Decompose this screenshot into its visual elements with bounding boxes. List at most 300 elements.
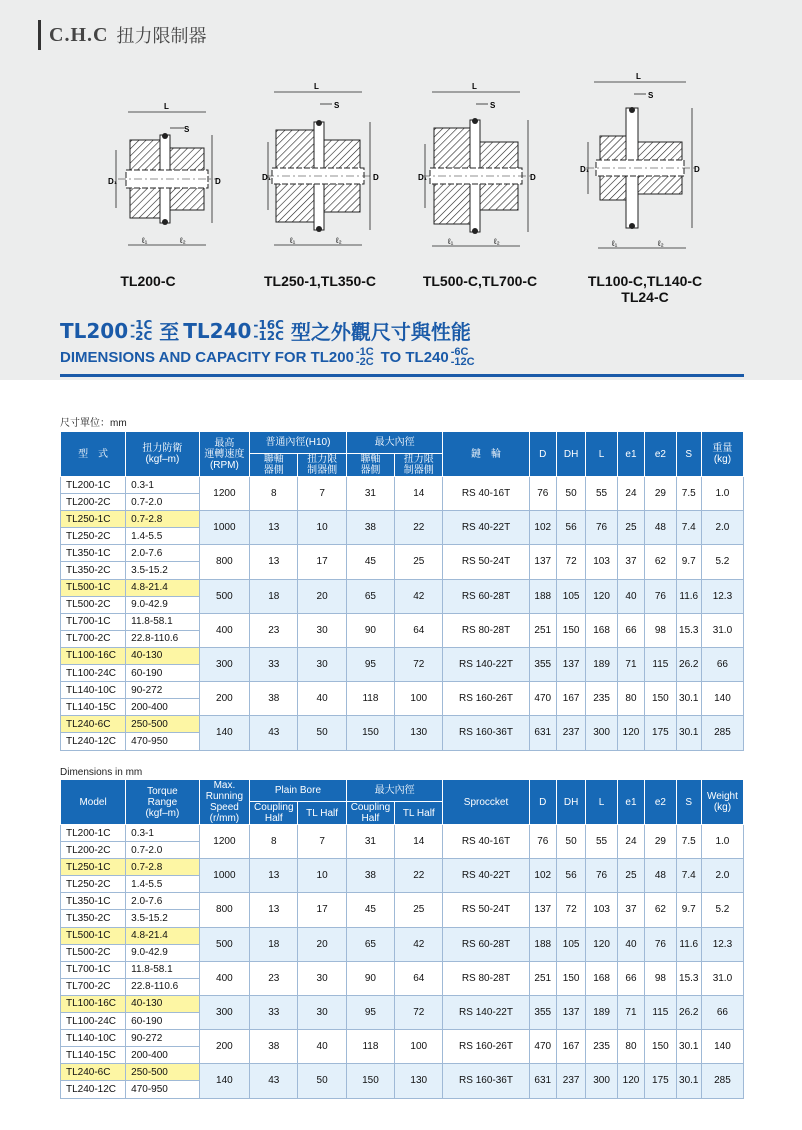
- table-row: [61, 647, 744, 664]
- cell-value: RS 160-26T: [443, 682, 529, 716]
- cell-value: 11.6: [676, 927, 701, 961]
- cell-value: RS 40-22T: [443, 859, 529, 893]
- header-plain-coupling-half: 聯軸 器側: [250, 454, 298, 477]
- header-dh: DH: [556, 780, 585, 825]
- dim-letter: ℓ₂: [180, 236, 186, 245]
- cell-model: TL100-16C: [61, 647, 126, 664]
- cell-value: 120: [586, 579, 618, 613]
- dim-letter: D: [215, 177, 221, 186]
- table-row: [61, 511, 744, 528]
- header-plain-tl-half: 扭力限 制器側: [298, 454, 346, 477]
- title-cn-sup-b: -16C: [253, 317, 284, 332]
- cell-value: 20: [298, 579, 346, 613]
- cell-value: 140: [199, 716, 249, 750]
- table-row: [61, 545, 744, 562]
- cell-value: 5.2: [701, 893, 743, 927]
- cell-value: 189: [586, 995, 618, 1029]
- cell-value: 38: [346, 511, 394, 545]
- dim-letter: ℓ₂: [494, 237, 500, 246]
- drawing-tl200: [108, 100, 238, 260]
- dim-letter: ℓ₁: [290, 236, 296, 245]
- table-row: [61, 893, 744, 910]
- cell-value: 90: [346, 613, 394, 647]
- cell-value: 62: [645, 893, 677, 927]
- cell-value: 18: [250, 927, 298, 961]
- cell-model: TL200-2C: [61, 494, 126, 511]
- table-row: [61, 859, 744, 876]
- cell-value: RS 80-28T: [443, 613, 529, 647]
- cell-value: 40: [298, 682, 346, 716]
- cell-torque: 22.8-110.6: [126, 630, 200, 647]
- cell-value: 11.6: [676, 579, 701, 613]
- title-chinese: [60, 316, 471, 345]
- cell-value: 50: [298, 1064, 346, 1098]
- header-plain-tl-half: TL Half: [298, 802, 346, 825]
- cell-value: 7.4: [676, 511, 701, 545]
- cell-value: 500: [199, 927, 249, 961]
- cell-torque: 200-400: [126, 699, 200, 716]
- cell-model: TL700-2C: [61, 630, 126, 647]
- title-en-suffix-b: [451, 347, 475, 367]
- cell-value: 9.7: [676, 545, 701, 579]
- cell-value: 251: [529, 961, 556, 995]
- cell-value: 24: [617, 825, 644, 859]
- cell-value: 137: [529, 893, 556, 927]
- dim-letter: L: [314, 82, 319, 91]
- cell-value: 29: [645, 825, 677, 859]
- cell-value: 30: [298, 961, 346, 995]
- cell-value: 50: [298, 716, 346, 750]
- dim-letter: S: [334, 101, 340, 110]
- cell-value: 7.5: [676, 477, 701, 511]
- cell-value: 8: [250, 477, 298, 511]
- title-cn-model-b: TL240: [183, 318, 252, 343]
- cell-value: 188: [529, 927, 556, 961]
- cell-value: 168: [586, 961, 618, 995]
- cell-value: 470: [529, 682, 556, 716]
- cell-torque: 9.0-42.9: [126, 596, 200, 613]
- cell-torque: 0.7-2.8: [126, 511, 200, 528]
- cell-torque: 90-272: [126, 682, 200, 699]
- header-l: L: [586, 432, 618, 477]
- dim-letter: D: [694, 165, 700, 174]
- header-max-coupling-half: 聯軸 器側: [346, 454, 394, 477]
- cell-value: 150: [645, 682, 677, 716]
- drawing-label-tl100: [560, 273, 730, 305]
- cell-value: 175: [645, 716, 677, 750]
- dim-letter: S: [184, 125, 190, 134]
- drawing-label-tl200: TL200-C: [120, 273, 176, 289]
- cell-model: TL700-1C: [61, 961, 126, 978]
- header-max-coupling-half: Coupling Half: [346, 802, 394, 825]
- cell-value: 48: [645, 511, 677, 545]
- header-d: D: [529, 780, 556, 825]
- drawing-label-tl100-line1: TL100-C,TL140-C: [587, 273, 703, 289]
- cell-value: 72: [395, 647, 443, 681]
- cell-value: 140: [199, 1064, 249, 1098]
- cell-value: 22: [395, 859, 443, 893]
- cell-value: 120: [617, 1064, 644, 1098]
- cell-value: 71: [617, 995, 644, 1029]
- cell-value: 500: [199, 579, 249, 613]
- cell-torque: 2.0-7.6: [126, 545, 200, 562]
- dim-letter: ℓ₁: [142, 236, 148, 245]
- cell-value: 40: [617, 927, 644, 961]
- brand-bar: [38, 20, 41, 50]
- cell-value: 42: [395, 927, 443, 961]
- cell-value: 13: [250, 859, 298, 893]
- header-s: S: [676, 780, 701, 825]
- unit-note-cn: 尺寸單位：mm: [60, 418, 127, 429]
- cell-value: 14: [395, 825, 443, 859]
- drawing-label-tl500: TL500-C,TL700-C: [422, 273, 538, 289]
- cell-torque: 4.8-21.4: [126, 579, 200, 596]
- cell-value: 76: [586, 859, 618, 893]
- header-d: D: [529, 432, 556, 477]
- cell-torque: 4.8-21.4: [126, 927, 200, 944]
- cell-value: 17: [298, 545, 346, 579]
- cell-torque: 0.7-2.0: [126, 842, 200, 859]
- cell-value: 300: [586, 716, 618, 750]
- cell-value: 102: [529, 859, 556, 893]
- cell-value: 56: [556, 859, 585, 893]
- cell-value: 30.1: [676, 716, 701, 750]
- cell-model: TL500-1C: [61, 579, 126, 596]
- header-l: L: [586, 780, 618, 825]
- cell-value: 40: [298, 1030, 346, 1064]
- cell-value: 65: [346, 927, 394, 961]
- cell-value: 30.1: [676, 1064, 701, 1098]
- cell-value: 30: [298, 613, 346, 647]
- cell-value: RS 50-24T: [443, 545, 529, 579]
- cell-value: 17: [298, 893, 346, 927]
- cell-value: 37: [617, 893, 644, 927]
- cell-torque: 0.3-1: [126, 825, 200, 842]
- cell-value: 23: [250, 961, 298, 995]
- cell-value: 7.4: [676, 859, 701, 893]
- cell-value: 50: [556, 825, 585, 859]
- cell-value: 29: [645, 477, 677, 511]
- cell-torque: 0.7-2.8: [126, 859, 200, 876]
- cell-torque: 40-130: [126, 647, 200, 664]
- cell-value: RS 40-16T: [443, 477, 529, 511]
- cell-torque: 3.5-15.2: [126, 910, 200, 927]
- cell-value: 76: [586, 511, 618, 545]
- cell-value: 76: [529, 825, 556, 859]
- cell-value: 130: [395, 716, 443, 750]
- cell-value: RS 40-22T: [443, 511, 529, 545]
- cell-value: 98: [645, 961, 677, 995]
- cell-value: 800: [199, 893, 249, 927]
- table-row: [61, 477, 744, 494]
- cell-value: RS 60-28T: [443, 579, 529, 613]
- title-en-sub-a: -2C: [355, 356, 374, 368]
- title-cn-mid: 至: [159, 320, 180, 344]
- title-cn-suffix-b: [253, 317, 284, 343]
- dim-letter: L: [636, 72, 641, 81]
- cell-model: TL350-2C: [61, 910, 126, 927]
- cell-value: 300: [199, 647, 249, 681]
- cell-torque: 11.8-58.1: [126, 961, 200, 978]
- cell-value: 33: [250, 647, 298, 681]
- cell-value: 37: [617, 545, 644, 579]
- cell-value: 26.2: [676, 995, 701, 1029]
- cell-value: 103: [586, 893, 618, 927]
- cell-value: 2.0: [701, 859, 743, 893]
- cell-value: 189: [586, 647, 618, 681]
- cell-value: 95: [346, 995, 394, 1029]
- table-row: [61, 1064, 744, 1081]
- title-en-sup-b: -6C: [450, 346, 469, 358]
- cell-value: 15.3: [676, 613, 701, 647]
- header-weight: 重量 (kg): [701, 432, 743, 477]
- cell-value: 71: [617, 647, 644, 681]
- cell-model: TL350-2C: [61, 562, 126, 579]
- cell-value: 137: [556, 995, 585, 1029]
- dim-letter: D₁: [262, 173, 272, 182]
- cell-value: 76: [645, 579, 677, 613]
- cell-value: 8: [250, 825, 298, 859]
- header-torque: 扭力防衛 (kgf–m): [126, 432, 200, 477]
- cell-model: TL250-2C: [61, 528, 126, 545]
- cell-value: 38: [250, 682, 298, 716]
- cell-value: 237: [556, 1064, 585, 1098]
- header-model: 型 式: [61, 432, 126, 477]
- header-e1: e1: [617, 432, 644, 477]
- dim-letter: L: [164, 102, 169, 111]
- drawing-label-tl250: TL250-1,TL350-C: [263, 273, 377, 289]
- cell-value: 105: [556, 579, 585, 613]
- cell-torque: 250-500: [126, 716, 200, 733]
- cell-value: 25: [617, 511, 644, 545]
- dim-letter: ℓ₁: [448, 237, 454, 246]
- cell-model: TL500-2C: [61, 944, 126, 961]
- title-en-mid: TO TL240: [380, 348, 449, 366]
- cell-model: TL240-12C: [61, 1081, 126, 1098]
- cell-value: 470: [529, 1030, 556, 1064]
- cell-value: 31.0: [701, 613, 743, 647]
- cell-value: 5.2: [701, 545, 743, 579]
- cell-value: 100: [395, 682, 443, 716]
- cell-value: 38: [250, 1030, 298, 1064]
- cell-value: 23: [250, 613, 298, 647]
- cell-value: 800: [199, 545, 249, 579]
- header-max-tl-half: TL Half: [395, 802, 443, 825]
- cell-value: 30: [298, 647, 346, 681]
- dim-letter: D: [373, 173, 379, 182]
- cell-value: 400: [199, 613, 249, 647]
- title-cn-sup-a: -1C: [130, 317, 153, 332]
- cell-value: 120: [586, 927, 618, 961]
- table-row: [61, 961, 744, 978]
- cell-value: 400: [199, 961, 249, 995]
- cell-torque: 1.4-5.5: [126, 528, 200, 545]
- cell-value: 48: [645, 859, 677, 893]
- cell-value: 12.3: [701, 927, 743, 961]
- cell-value: 631: [529, 1064, 556, 1098]
- cell-value: 76: [645, 927, 677, 961]
- cell-model: TL250-1C: [61, 859, 126, 876]
- table-row: [61, 825, 744, 842]
- cell-model: TL240-6C: [61, 716, 126, 733]
- spec-table-english: [60, 779, 744, 1099]
- cell-model: TL100-16C: [61, 995, 126, 1012]
- header-torque: Torque Range (kgf–m): [126, 780, 200, 825]
- cell-value: 188: [529, 579, 556, 613]
- dim-letter: S: [648, 91, 654, 100]
- cell-value: 150: [556, 613, 585, 647]
- dim-letter: D: [530, 173, 536, 182]
- cell-value: 55: [586, 477, 618, 511]
- dim-letter: D₁: [580, 165, 590, 174]
- cell-value: 12.3: [701, 579, 743, 613]
- dim-letter: D₁: [418, 173, 428, 182]
- title-cn-model-a: TL200: [60, 318, 129, 343]
- cell-value: RS 40-16T: [443, 825, 529, 859]
- header-s: S: [676, 432, 701, 477]
- cell-value: 95: [346, 647, 394, 681]
- table-row: [61, 613, 744, 630]
- cell-value: 355: [529, 995, 556, 1029]
- cell-value: 175: [645, 1064, 677, 1098]
- header-dh: DH: [556, 432, 585, 477]
- cell-value: RS 50-24T: [443, 893, 529, 927]
- cell-value: 100: [395, 1030, 443, 1064]
- cell-value: 66: [701, 647, 743, 681]
- header-e1: e1: [617, 780, 644, 825]
- cell-value: 64: [395, 961, 443, 995]
- header-model: Model: [61, 780, 126, 825]
- cell-value: 65: [346, 579, 394, 613]
- cell-value: RS 60-28T: [443, 927, 529, 961]
- table-row: [61, 995, 744, 1012]
- cell-torque: 40-130: [126, 995, 200, 1012]
- cell-value: 24: [617, 477, 644, 511]
- dim-letter: S: [490, 101, 496, 110]
- cell-value: 137: [529, 545, 556, 579]
- cell-value: 40: [617, 579, 644, 613]
- cell-value: 1.0: [701, 825, 743, 859]
- cell-model: TL140-10C: [61, 682, 126, 699]
- cell-model: TL250-1C: [61, 511, 126, 528]
- cell-torque: 250-500: [126, 1064, 200, 1081]
- cell-value: 14: [395, 477, 443, 511]
- drawing-tl500: [418, 82, 538, 260]
- cell-value: RS 140-22T: [443, 647, 529, 681]
- table-row: [61, 1030, 744, 1047]
- cell-value: 33: [250, 995, 298, 1029]
- header-weight: Weight (kg): [701, 780, 743, 825]
- cell-value: 631: [529, 716, 556, 750]
- dim-letter: D₁: [108, 177, 118, 186]
- cell-value: 285: [701, 1064, 743, 1098]
- cell-value: 13: [250, 893, 298, 927]
- cell-model: TL700-2C: [61, 978, 126, 995]
- cell-value: RS 140-22T: [443, 995, 529, 1029]
- cell-value: 66: [701, 995, 743, 1029]
- cell-value: 200: [199, 682, 249, 716]
- title-cn-rest: 型之外觀尺寸與性能: [290, 320, 471, 344]
- header-max-bore: 最大內徑: [346, 432, 443, 454]
- cell-value: 1200: [199, 825, 249, 859]
- cell-value: 25: [395, 545, 443, 579]
- cell-model: TL140-15C: [61, 1047, 126, 1064]
- cell-value: 120: [617, 716, 644, 750]
- cell-value: 137: [556, 647, 585, 681]
- cell-model: TL250-2C: [61, 876, 126, 893]
- cell-model: TL240-6C: [61, 1064, 126, 1081]
- cell-torque: 9.0-42.9: [126, 944, 200, 961]
- cell-value: 45: [346, 893, 394, 927]
- cell-value: 42: [395, 579, 443, 613]
- dim-letter: ℓ₂: [658, 239, 664, 248]
- cell-value: 7.5: [676, 825, 701, 859]
- cell-torque: 2.0-7.6: [126, 893, 200, 910]
- cell-value: 66: [617, 961, 644, 995]
- cell-value: 200: [199, 1030, 249, 1064]
- cell-value: 43: [250, 716, 298, 750]
- cell-torque: 0.3-1: [126, 477, 200, 494]
- table-row: [61, 579, 744, 596]
- cell-torque: 60-190: [126, 1013, 200, 1030]
- table-row: [61, 716, 744, 733]
- cell-value: 80: [617, 1030, 644, 1064]
- cell-value: 80: [617, 682, 644, 716]
- cell-value: 98: [645, 613, 677, 647]
- cell-value: 167: [556, 1030, 585, 1064]
- cell-value: 167: [556, 682, 585, 716]
- cell-value: RS 160-26T: [443, 1030, 529, 1064]
- cell-value: 43: [250, 1064, 298, 1098]
- cell-value: 9.7: [676, 893, 701, 927]
- cell-value: 285: [701, 716, 743, 750]
- unit-note-en: Dimensions in mm: [60, 767, 143, 778]
- cell-value: 103: [586, 545, 618, 579]
- cell-value: 300: [586, 1064, 618, 1098]
- cell-value: 72: [556, 545, 585, 579]
- cell-value: 45: [346, 545, 394, 579]
- cell-value: 31: [346, 477, 394, 511]
- cell-value: 7: [298, 825, 346, 859]
- cell-value: 355: [529, 647, 556, 681]
- cell-torque: 22.8-110.6: [126, 978, 200, 995]
- cell-value: 7: [298, 477, 346, 511]
- cell-value: 10: [298, 859, 346, 893]
- cell-value: 150: [346, 716, 394, 750]
- title-english: [60, 347, 478, 367]
- cell-value: 64: [395, 613, 443, 647]
- drawing-tl250: [262, 82, 382, 260]
- cell-value: RS 160-36T: [443, 716, 529, 750]
- spec-table-chinese: [60, 431, 744, 751]
- cell-value: 15.3: [676, 961, 701, 995]
- table-row: [61, 682, 744, 699]
- cell-model: TL700-1C: [61, 613, 126, 630]
- cell-value: 235: [586, 682, 618, 716]
- cell-model: TL200-1C: [61, 477, 126, 494]
- title-en-sup-a: -1C: [355, 346, 374, 358]
- cell-value: 31: [346, 825, 394, 859]
- dim-letter: ℓ₁: [612, 239, 618, 248]
- cell-value: 115: [645, 995, 677, 1029]
- cell-model: TL100-24C: [61, 1013, 126, 1030]
- cell-value: 72: [556, 893, 585, 927]
- cell-torque: 3.5-15.2: [126, 562, 200, 579]
- cell-value: 150: [645, 1030, 677, 1064]
- cell-value: 18: [250, 579, 298, 613]
- cell-value: 1200: [199, 477, 249, 511]
- cell-torque: 60-190: [126, 665, 200, 682]
